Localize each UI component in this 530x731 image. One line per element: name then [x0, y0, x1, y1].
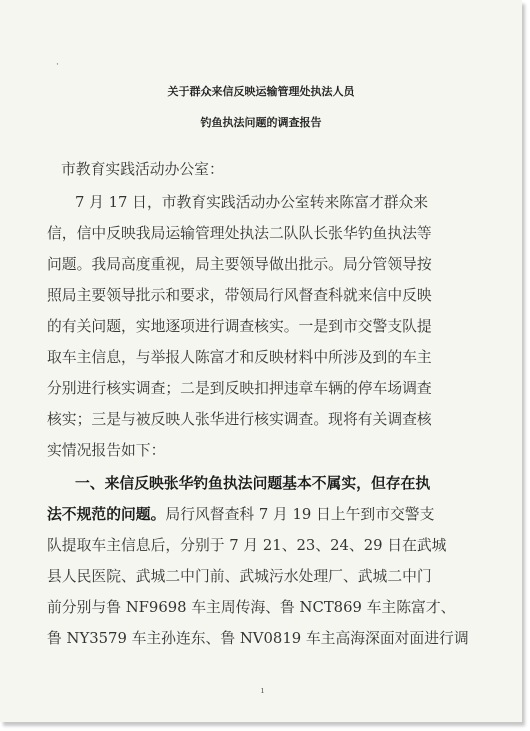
- paragraph-1-line-1: 7 月 17 日，市教育实践活动办公室转来陈富才群众来: [75, 194, 429, 211]
- section-1-line-4: 县人民医院、武城二中门前、武城污水处理厂、武城二中门: [47, 568, 432, 585]
- section-1-heading: 一、来信反映张华钓鱼执法问题基本不属实，但存在执: [75, 475, 431, 492]
- section-1-line-5: 前分别与鲁 NF9698 车主周传海、鲁 NCT869 车主陈富才、: [47, 599, 456, 616]
- section-1-line-2: [47, 505, 434, 525]
- paragraph-1-line-3: 问题。我局高度重视，局主要领导做出批示。局分管领导按: [47, 256, 432, 273]
- report-title-line-1: 关于群众来信反映运输管理处执法人员: [167, 85, 355, 98]
- scan-speck: ·: [56, 60, 59, 70]
- paragraph-1-line-6: 取车主信息，与举报人陈富才和反映材料中所涉及到的车主: [47, 349, 432, 366]
- report-title-line-2: 钓鱼执法问题的调查报告: [200, 116, 322, 129]
- paragraph-1-line-2: 信，信中反映我局运输管理处执法二队队长张华钓鱼执法等: [47, 225, 432, 242]
- scan-speck: ı: [261, 686, 264, 696]
- paragraph-1-line-9: 实情况报告如下：: [47, 442, 166, 459]
- paragraph-1-line-8: 核实；三是与被反映人张华进行核实调查。现将有关调查核: [47, 411, 432, 428]
- paragraph-1-line-4: 照局主要领导批示和要求，带领局行风督查科就来信中反映: [47, 287, 432, 304]
- section-1-line-6: 鲁 NY3579 车主孙连东、鲁 NV0819 车主高海深面对面进行调: [47, 630, 469, 647]
- recipient-line: 市教育实践活动办公室：: [61, 161, 224, 178]
- section-1-line-2-text: 局行风督查科 7 月 19 日上午到市交警支: [165, 506, 435, 523]
- paragraph-1-line-7: 分别进行核实调查；二是到反映扣押违章车辆的停车场调查: [47, 380, 432, 397]
- section-1-line-3: 队提取车主信息后，分别于 7 月 21、23、24、29 日在武城: [47, 537, 447, 554]
- paragraph-1-line-5: 的有关问题，实地逐项进行调查核实。一是到市交警支队提: [47, 318, 432, 335]
- section-1-heading-end: 法不规范的问题。: [47, 506, 166, 523]
